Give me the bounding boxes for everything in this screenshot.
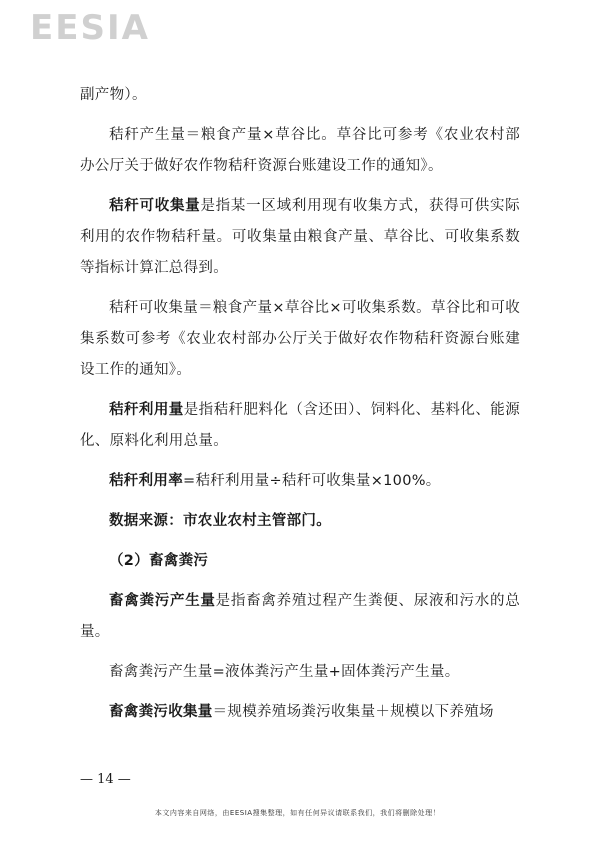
paragraph-3 bbox=[80, 191, 520, 284]
paragraph-11 bbox=[80, 697, 520, 728]
page-number: — 14 — bbox=[80, 772, 131, 787]
paragraph-5 bbox=[80, 395, 520, 457]
data-source: 数据来源：市农业农村主管部门。 bbox=[109, 513, 331, 529]
paragraph-4: 秸秆可收集量＝粮食产量×草谷比×可收集系数。草谷比和可收集系数可参考《农业农村部办公厅关于做好农作物秸秆资源台账建设工作的通知》。 bbox=[80, 300, 520, 378]
eesia-logo: EESIA bbox=[30, 8, 150, 48]
paragraph-9 bbox=[80, 586, 520, 648]
definition-text: 是指秸秆肥料化（含还田）、饲料化、基料化、能源化、原料化利用总量。 bbox=[80, 402, 520, 449]
document-body bbox=[80, 80, 520, 737]
section-heading: （2）畜禽粪污 bbox=[109, 553, 209, 569]
footer-disclaimer: 本文内容来自网络，由EESIA搜集整理，如有任何异议请联系我们，我们将删除处理！ bbox=[154, 809, 441, 817]
paragraph-6 bbox=[80, 466, 520, 497]
term-manure-collection: 畜禽粪污收集量 bbox=[109, 704, 213, 720]
term-manure-production: 畜禽粪污产生量 bbox=[109, 593, 216, 609]
definition-text: 是指畜禽养殖过程产生粪便、尿液和污水的总量。 bbox=[80, 593, 520, 640]
definition-text: ＝规模养殖场粪污收集量＋规模以下养殖场 bbox=[212, 704, 494, 720]
paragraph-1: 副产物）。 bbox=[80, 87, 147, 103]
term-straw-collectable: 秸秆可收集量 bbox=[109, 198, 201, 214]
paragraph-2: 秸秆产生量＝粮食产量×草谷比。草谷比可参考《农业农村部办公厅关于做好农作物秸秆资源台账建设工作的通知》。 bbox=[80, 127, 520, 174]
paragraph-10: 畜禽粪污产生量=液体粪污产生量+固体粪污产生量。 bbox=[109, 664, 460, 680]
definition-text: 是指某一区域利用现有收集方式，获得可供实际利用的农作物秸秆量。可收集量由粮食产量、草谷比、可收集系数等指标计算汇总得到。 bbox=[80, 198, 520, 276]
term-straw-utilization: 秸秆利用量 bbox=[109, 402, 184, 418]
term-straw-utilization-rate: 秸秆利用率 bbox=[109, 473, 183, 489]
formula-text: =秸秆利用量÷秸秆可收集量×100%。 bbox=[183, 473, 441, 489]
